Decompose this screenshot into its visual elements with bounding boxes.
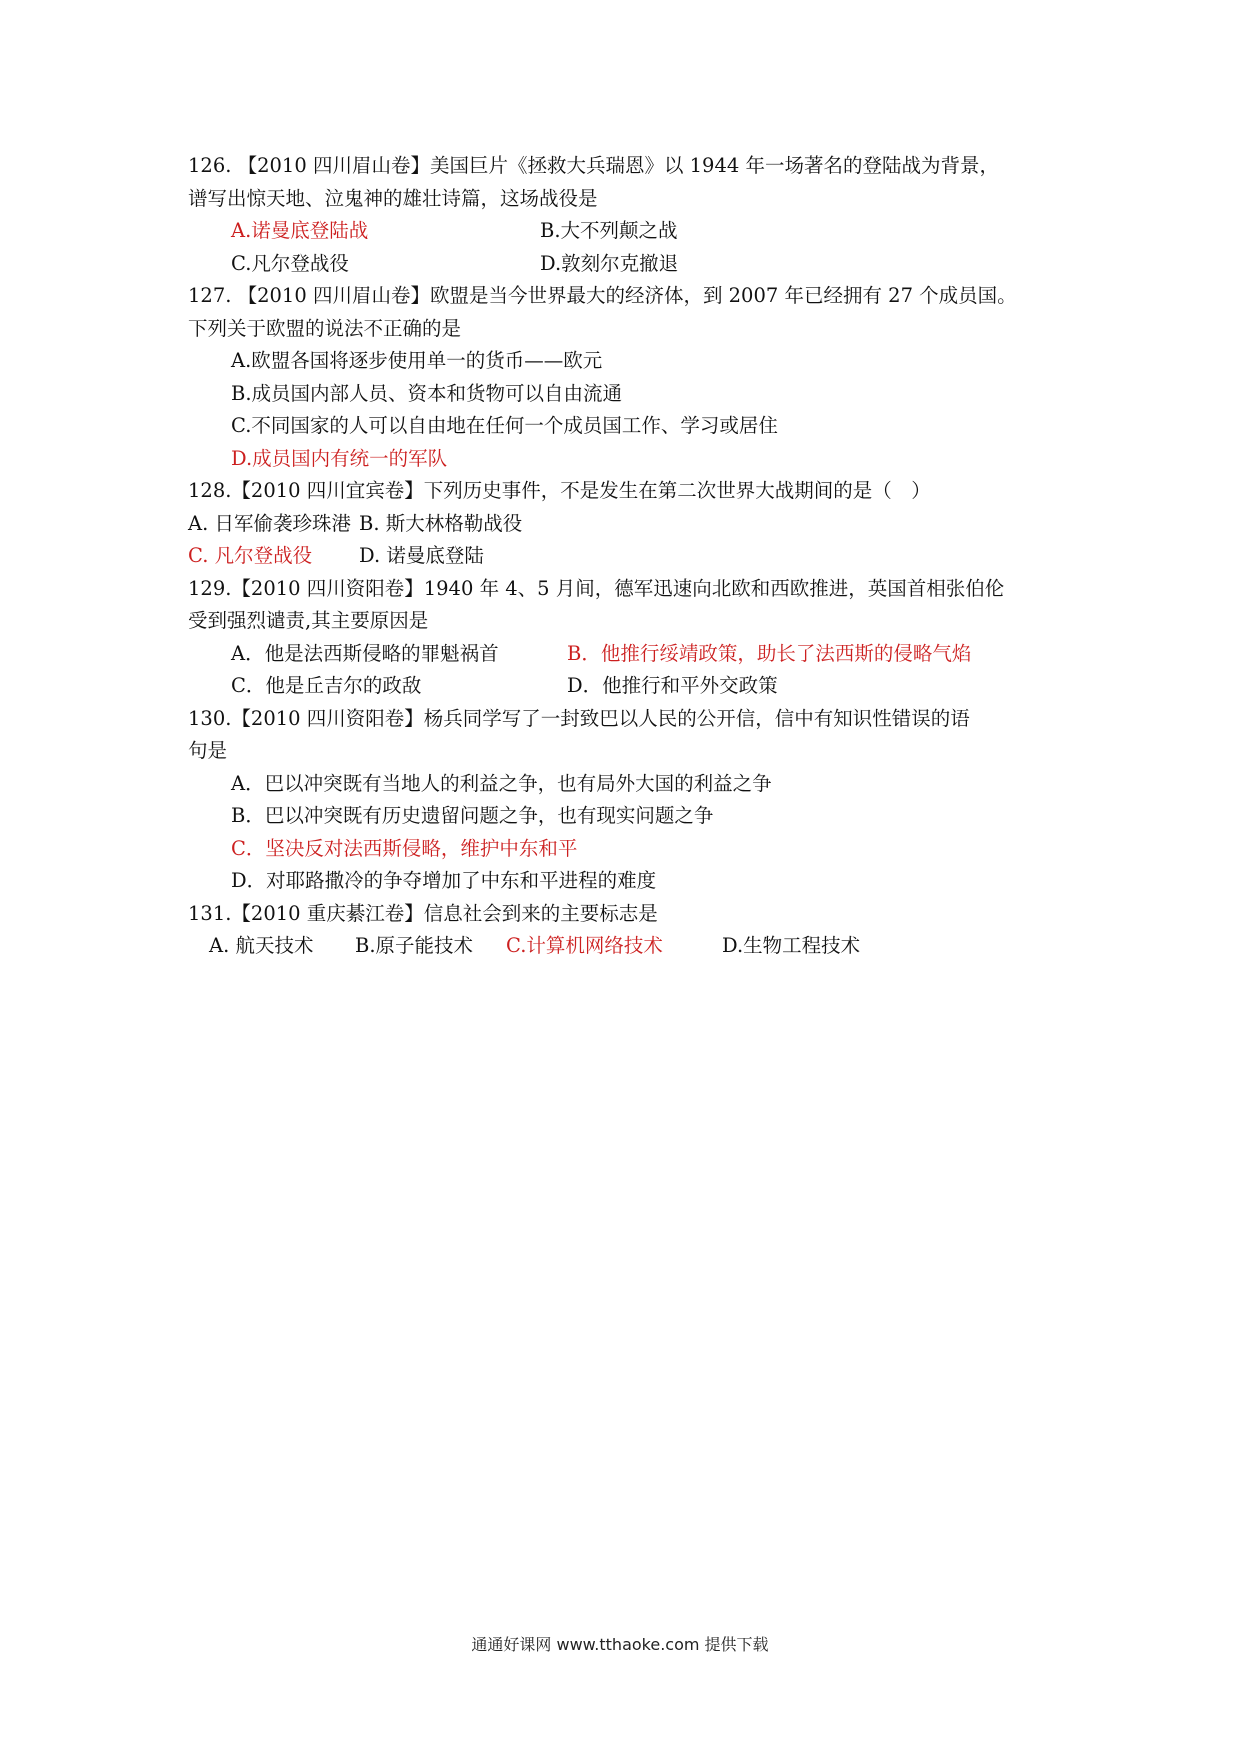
option-c: C.凡尔登战役: [231, 251, 349, 275]
option-b: B. 斯大林格勒战役: [359, 511, 523, 535]
question-stem: 受到强烈谴责,其主要原因是: [188, 609, 429, 632]
option-row: [188, 930, 1068, 963]
option-c-answer: C. 凡尔登战役: [188, 544, 313, 567]
question-stem: 谱写出惊天地、泣鬼神的雄壮诗篇，这场战役是: [188, 186, 598, 210]
option-a: A. 日军偷袭珍珠港: [188, 511, 351, 535]
option-d: D.生物工程技术: [722, 934, 861, 957]
question-128: [188, 475, 1068, 573]
option-c-answer: C.计算机网络技术: [506, 934, 663, 957]
question-list: [188, 150, 1068, 963]
option-b: B．巴以冲突既有历史遗留问题之争，也有现实问题之争: [231, 804, 714, 827]
question-131: [188, 898, 1068, 963]
option-row: [188, 508, 1068, 541]
question-127: [188, 280, 1068, 475]
question-stem: 下列关于欧盟的说法不正确的是: [188, 316, 462, 340]
option-d: D．他推行和平外交政策: [567, 674, 778, 697]
page-footer: 通通好课网 www.tthaoke.com 提供下载: [471, 1635, 769, 1654]
option-b-answer: B．他推行绥靖政策，助长了法西斯的侵略气焰: [567, 641, 972, 665]
option-d-answer: D.成员国内有统一的军队: [231, 446, 448, 470]
question-130: [188, 703, 1068, 898]
option-b: B.成员国内部人员、资本和货物可以自由流通: [231, 381, 623, 405]
question-stem: 句是: [188, 739, 228, 762]
option-a: A.欧盟各国将逐步使用单一的货币——欧元: [231, 349, 603, 372]
option-d: D. 诺曼底登陆: [359, 544, 484, 567]
option-c: C．他是丘吉尔的政敌: [231, 674, 422, 697]
option-c: C.不同国家的人可以自由地在任何一个成员国工作、学习或居住: [231, 414, 778, 437]
option-b: B.原子能技术: [355, 934, 474, 957]
question-stem: 129.【2010 四川资阳卷】1940 年 4、5 月间，德军迅速向北欧和西欧推进，英国首相张伯伦: [188, 576, 1005, 600]
question-126: [188, 150, 1068, 280]
option-row: [188, 638, 1068, 671]
question-stem: 126. 【2010 四川眉山卷】美国巨片《拯救大兵瑞恩》以 1944 年一场著名的登陆战为背景，: [188, 154, 999, 177]
question-stem: 131.【2010 重庆綦江卷】信息社会到来的主要标志是: [188, 901, 658, 925]
option-d: D.敦刻尔克撤退: [540, 251, 679, 275]
option-a: A．他是法西斯侵略的罪魁祸首: [231, 641, 499, 665]
option-row: [188, 248, 1068, 281]
question-stem: 127. 【2010 四川眉山卷】欧盟是当今世界最大的经济体，到 2007 年已经拥有 27 个成员国。: [188, 284, 1017, 307]
question-stem: 128.【2010 四川宜宾卷】下列历史事件，不是发生在第二次世界大战期间的是（ ）: [188, 479, 931, 502]
question-129: [188, 573, 1068, 703]
option-a: A. 航天技术: [209, 934, 314, 957]
option-c-answer: C．坚决反对法西斯侵略，维护中东和平: [231, 836, 578, 860]
question-stem: 130.【2010 四川资阳卷】杨兵同学写了一封致巴以人民的公开信，信中有知识性错误的语: [188, 706, 970, 730]
option-a: A．巴以冲突既有当地人的利益之争，也有局外大国的利益之争: [231, 771, 772, 795]
option-d: D．对耶路撒冷的争夺增加了中东和平进程的难度: [231, 869, 657, 892]
option-b: B.大不列颠之战: [540, 219, 678, 242]
option-row: [188, 670, 1068, 703]
option-a-answer: A.诺曼底登陆战: [231, 219, 369, 242]
option-row: [188, 540, 1068, 573]
option-row: [188, 215, 1068, 248]
